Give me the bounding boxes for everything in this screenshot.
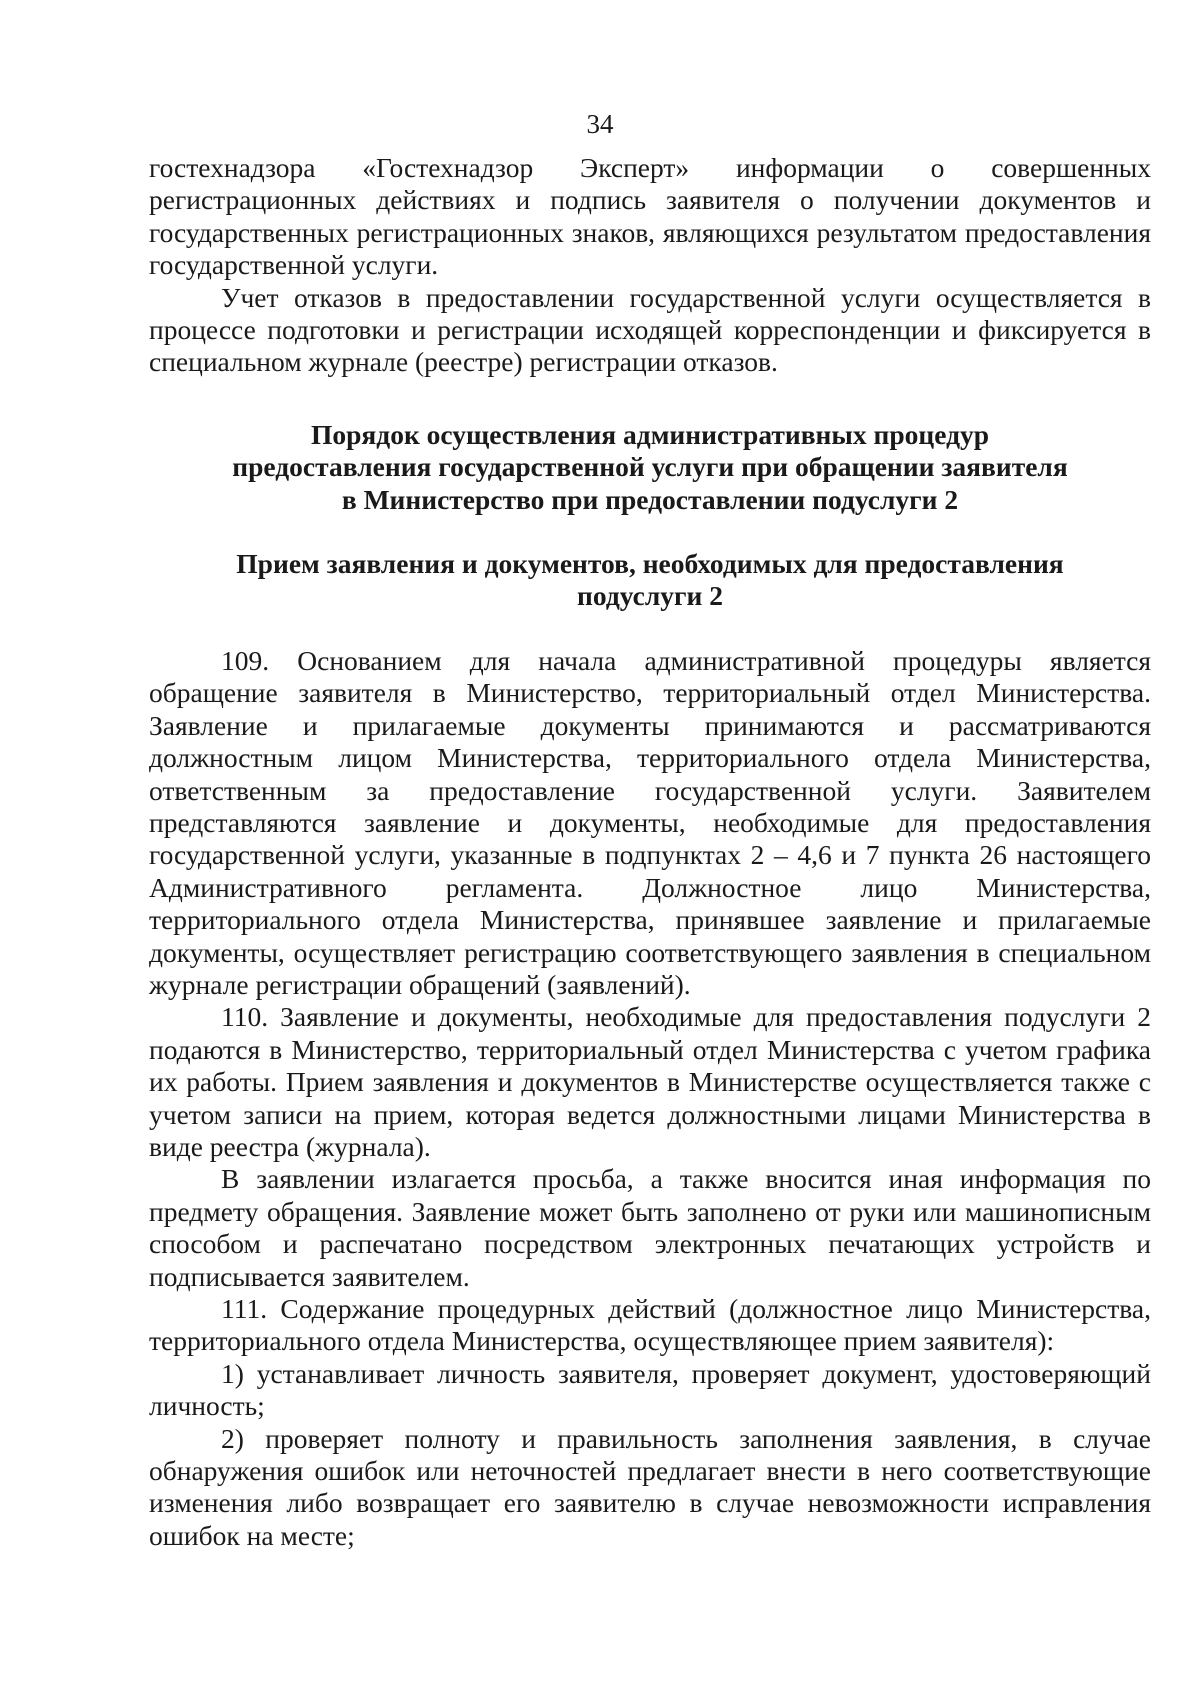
paragraph-continuation: гостехнадзора «Гостехнадзор Эксперт» информации о совершенных регистрационных действиях и подпись заявителя о получении документов и государственных регистрационных знаков, являющихся результатом предоставления государственной услуги. bbox=[149, 152, 1151, 281]
list-item-1: 1) устанавливает личность заявителя, проверяет документ, удостоверяющий личность; bbox=[149, 1357, 1151, 1422]
section-heading bbox=[149, 419, 1151, 516]
section-heading-line-3: в Министерство при предоставлении подуслуги 2 bbox=[341, 483, 959, 515]
paragraph-111: 111. Содержание процедурных действий (должностное лицо Министерства, территориального отдела Министерства, осуществляющее прием заявителя): bbox=[149, 1293, 1151, 1357]
subsection-heading-line-1: Прием заявления и документов, необходимых для предоставления bbox=[236, 548, 1064, 580]
document-body bbox=[149, 152, 1151, 1552]
subsection-heading bbox=[149, 548, 1151, 613]
paragraph-application-content: В заявлении излагается просьба, а также вносится иная информация по предмету обращения. Заявление может быть заполнено от руки или машинописным способом и распечатано посредством электронных печатающих устройств и подписывается заявителем. bbox=[149, 1163, 1151, 1292]
paragraph-refusals: Учет отказов в предоставлении государственной услуги осуществляется в процессе подготовки и регистрации исходящей корреспонденции и фиксируется в специальном журнале (реестре) регистрации отказов. bbox=[149, 281, 1151, 378]
list-item-2: 2) проверяет полноту и правильность заполнения заявления, в случае обнаружения ошибок или неточностей предлагает внести в него соответствующие изменения либо возвращает его заявителю в случае невозможности исправления ошибок на месте; bbox=[149, 1422, 1151, 1551]
paragraph-109: 109. Основанием для начала административной процедуры является обращение заявителя в Министерство, территориальный отдел Министерства. Заявление и прилагаемые документы принимаются и рассматриваются должностным лицом Министерства, территориального отдела Министерства, ответственным за предоставление государственной услуги. Заявителем представляются заявление и документы, необходимые для предоставления государственной услуги, указанные в подпунктах 2 – 4,6 и 7 пункта 26 настоящего Административного регламента. Должностное лицо Министерства, территориального отдела Министерства, принявшее заявление и прилагаемые документы, осуществляет регистрацию соответствующего заявления в специальном журнале регистрации обращений (заявлений). bbox=[149, 644, 1151, 1000]
subsection-heading-line-2: подуслуги 2 bbox=[577, 580, 723, 612]
section-heading-line-2: предоставления государственной услуги при обращении заявителя bbox=[232, 451, 1068, 483]
paragraph-110: 110. Заявление и документы, необходимые для предоставления подуслуги 2 подаются в Министерство, территориальный отдел Министерства с учетом графика их работы. Прием заявления и документов в Министерстве осуществляется также с учетом записи на прием, которая ведется должностными лицами Министерства в виде реестра (журнала). bbox=[149, 1001, 1151, 1162]
page-number: 34 bbox=[586, 109, 614, 139]
section-heading-line-1: Порядок осуществления административных процедур bbox=[310, 418, 990, 450]
